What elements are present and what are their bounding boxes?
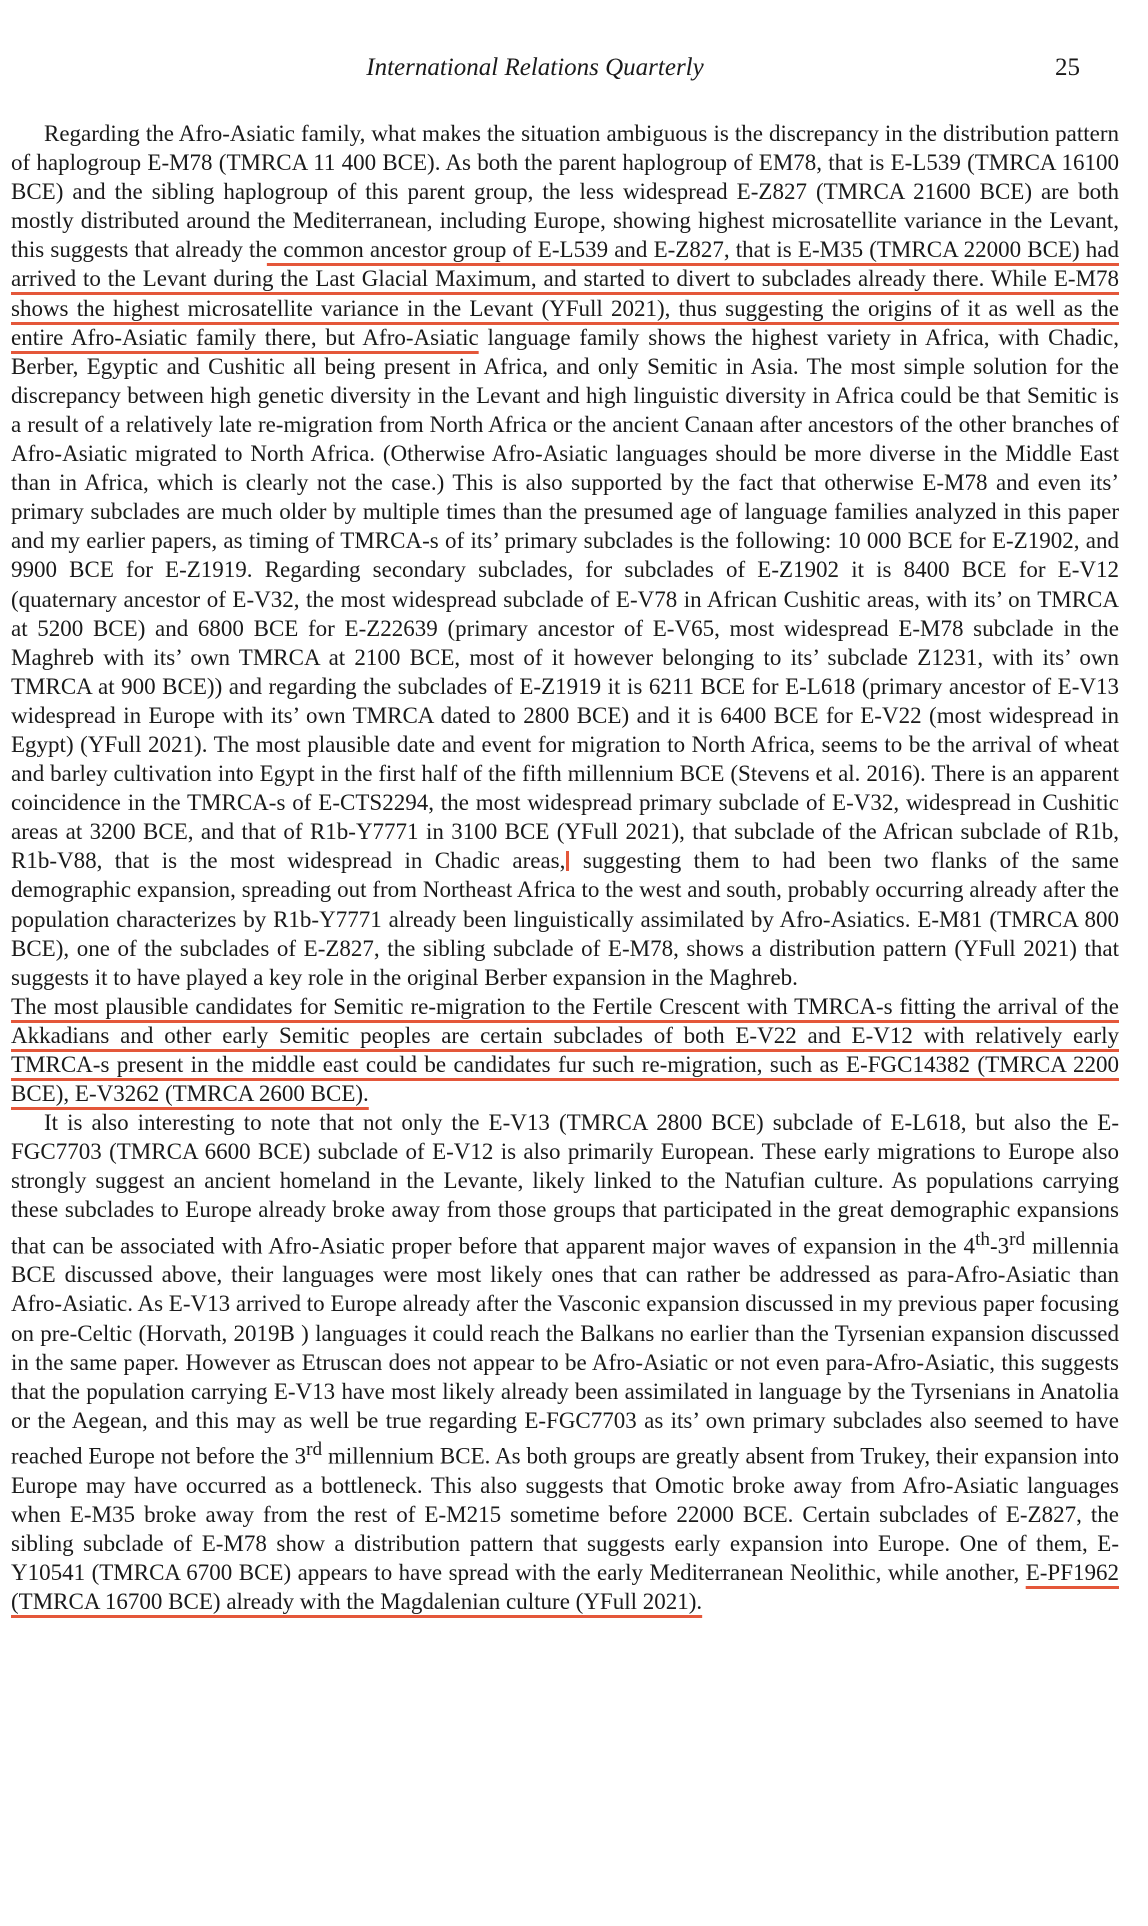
paragraph-1-text-b: language family shows the highest variety in Africa, with Chadic, Berber, Egyptic and Cushitic all being present in Africa, and only Semitic in Asia. The most simple solution for the discrepancy between high genetic diversity in the Levant and high linguistic diversity in Africa could be that Semitic is a result of a relatively late re-migration from North Africa or the ancient Canaan after ancestors of the other branches of Afro-Asiatic migrated to North Africa. (Otherwise Afro-Asiatic languages should be more diverse in the Middle East than in Africa, which is clearly not the case.) This is also supported by the fact that otherwise E-M78 and even its’ primary subclades are much older by multiple times than the presumed age of language families analyzed in this paper and my earlier papers, as timing of TMRCA-s of its’ primary subclades is the following: 10 000 BCE for E-Z1902, and 9900 BCE for E-Z1919. Regarding secondary subclades, for subclades of E-Z1902 it is 8400 BCE for E-V12 (quaternary ancestor of E-V32, the most widespread subclade of E-V78 in African Cushitic areas, with its’ on TMRCA at 5200 BCE) and 6800 BCE for E-Z22639 (primary ancestor of E-V65, most widespread E-M78 subclade in the Maghreb with its’ own TMRCA at 2100 BCE, most of it however belonging to its’ subclade Z1231, with its’ own TMRCA at 900 BCE)) and regarding the subclades of E-Z1919 it is 6211 BCE for E-L618 (primary ancestor of E-V13 widespread in Europe with its’ own TMRCA dated to 2800 BCE) and it is 6400 BCE for E-V22 (most widespread in Egypt) (YFull 2021). The most plausible date and event for migration to North Africa, seems to be the arrival of wheat and barley cultivation into Egypt in the first half of the fifth millennium BCE (Stevens et al. 2016). There is an apparent coincidence in the TMRCA-s of E-CTS2294, the most widespread primary subclade of E-V32, widespread in Cushitic areas at 3200 BCE, and that of R1b-Y7771 in 3100 BCE (YFull 2021), that subclade of the African subclade of R1b, R1b-V88, that is the most widespread in Chadic areas, [11,324,1119,874]
paragraph-3 [11,1108,1119,1616]
journal-title: International Relations Quarterly [366,54,704,81]
superscript-rd: rd [1009,1228,1026,1250]
body-text [11,119,1119,1616]
highlighted-passage-2: The most plausible candidates for Semitic re-migration to the Fertile Crescent with TMRCA-s fitting the arrival of the Akkadians and other early Semitic peoples are certain subclades of both E-V22 and E-V12 with relatively early TMRCA-s present in the middle east could be candidates fur such re-migration, such as E-FGC14382 (TMRCA 2200 BCE), E-V3262 (TMRCA 2600 BCE). [11,993,1119,1107]
paragraph-1-text-a: Regarding the Afro-Asiatic family, what makes the situation ambiguous is the discrepancy in the distribution pattern of haplogroup E-M78 (TMRCA 11 400 BCE). As both the parent haplogroup of EM78, that is E-L539 (TMRCA 16100 BCE) and the sibling haplogroup of this parent group, the less widespread E-Z827 (TMRCA 21600 BCE) are both mostly distributed around the Mediterranean, including Europe, showing highest microsatellite variance in the Levant, this suggests that already th [11,121,1119,263]
paragraph-3-text-d: millennium BCE. As both groups are greatly absent from Trukey, their expansion into Europe may have occurred as a bottleneck. This also suggests that Omotic broke away from Afro-Asiatic languages when E-M35 broke away from the rest of E-M215 sometime before 22000 BCE. Certain subclades of E-Z827, the sibling subclade of E-M78 show a distribution pattern that suggests early expansion into Europe. One of them, E-Y10541 (TMRCA 6700 BCE) appears to have spread with the early Mediterranean Neolithic, while another, [11,1443,1119,1585]
superscript-rd-2: rd [306,1438,323,1460]
highlighted-passage-3: E-PF1962 (TMRCA 16700 BCE) already with the Magdalenian culture (YFull 2021). [11,1559,1119,1614]
paragraph-2 [11,992,1119,1108]
paragraph-1-text-c: suggesting them to had been two flanks of the same demographic expansion, spreading out from Northeast Africa to the west and south, probably occurring already after the population characterizes by R1b-Y7771 already been linguistically assimilated by Afro-Asiatics. E-M81 (TMRCA 800 BCE), one of the subclades of E-Z827, the sibling subclade of E-M78, shows a distribution pattern (YFull 2021) that suggests it to have played a key role in the original Berber expansion in the Maghreb. [11,848,1119,990]
page-number: 25 [1055,54,1080,81]
superscript-th: th [975,1228,990,1250]
highlighted-passage-1: e common ancestor group of E-L539 and E-Z827, that is E-M35 (TMRCA 22000 BCE) had arrived to the Levant during the Last Glacial Maximum, and started to divert to subclades already there. While E-M78 shows the highest microsatellite variance in the Levant (YFull 2021), thus suggesting the origins of it as well as the entire Afro-Asiatic family there, but Afro-Asiatic [11,237,1119,350]
paragraph-3-text-a: It is also interesting to note that not only the E-V13 (TMRCA 2800 BCE) subclade of E-L618, but also the E-FGC7703 (TMRCA 6600 BCE) subclade of E-V12 is also primarily European. These early migrations to Europe also strongly suggest an ancient homeland in the Levante, likely linked to the Natufian culture. As populations carrying these subclades to Europe already broke away from those groups that participated in the great demographic expansions that can be associated with Afro-Asiatic proper before that apparent major waves of expansion in the 4 [11,1110,1119,1259]
paragraph-1 [11,119,1119,992]
running-head [0,54,1148,88]
paragraph-3-text-b: -3 [989,1233,1010,1259]
paragraph-3-text-c: millennia BCE discussed above, their languages were most likely ones that can rather be addressed as para-Afro-Asiatic than Afro-Asiatic. As E-V13 arrived to Europe already after the Vasconic expansion discussed in my previous paper focusing on pre-Celtic (Horvath, 2019B ) languages it could reach the Balkans no earlier than the Tyrsenian expansion discussed in the same paper. However as Etruscan does not appear to be Afro-Asiatic or not even para-Afro-Asiatic, this suggests that the population carrying E-V13 have most likely already been assimilated in language by the Tyrsenians in Anatolia or the Aegean, and this may as well be true regarding E-FGC7703 as its’ own primary subclades also seemed to have reached Europe not before the 3 [11,1233,1119,1469]
annotation-cursor-mark [566,851,569,871]
